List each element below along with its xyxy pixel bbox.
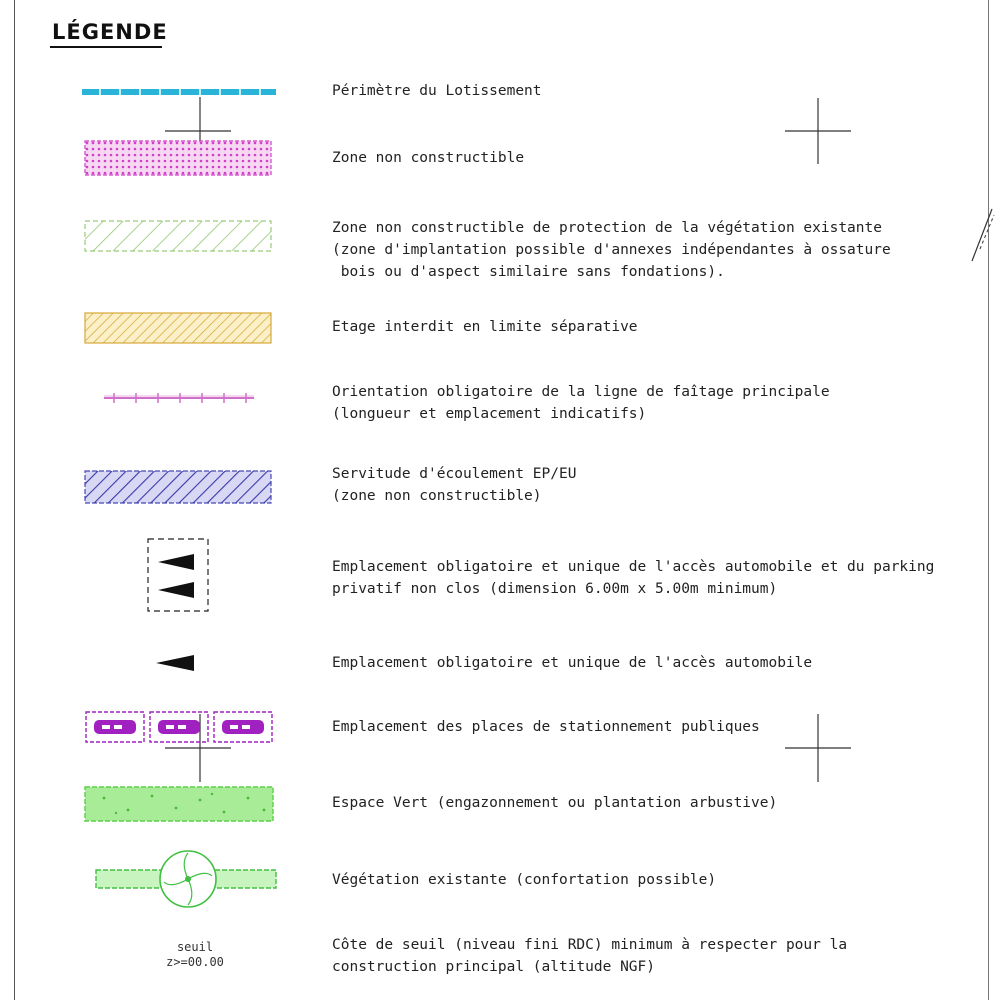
zone-non-constructible-symbol xyxy=(84,140,274,178)
ridge-line-symbol xyxy=(100,388,260,408)
edge-hatch-mark xyxy=(968,205,998,265)
floor-prohibited-zone-symbol xyxy=(84,312,274,346)
legend-label-espace-vert: Espace Vert (engazonnement ou plantation arbustive) xyxy=(332,795,778,811)
frame-left-border xyxy=(14,0,15,1000)
legend-label-perimetre: Périmètre du Lotissement xyxy=(332,83,542,99)
crosshair-mark-2 xyxy=(785,98,855,168)
legend-label-acces-parking: Emplacement obligatoire et unique de l'accès automobile et du parking privatif non clos (dimension 6.00m x 5.00m minimum) xyxy=(332,559,935,597)
legend-title: LÉGENDE xyxy=(52,20,168,44)
existing-vegetation-symbol xyxy=(92,844,284,916)
legend-label-seuil: Côte de seuil (niveau fini RDC) minimum à respecter pour la construction principal (altitude NGF) xyxy=(332,937,848,975)
green-space-symbol xyxy=(84,786,276,824)
legend-label-protection-vegetation: Zone non constructible de protection de la végétation existante (zone d'implantation possible d'annexes indépendantes à ossature bois ou d'aspect similaire sans fondations). xyxy=(332,220,891,280)
legend-label-servitude: Servitude d'écoulement EP/EU (zone non constructible) xyxy=(332,466,577,504)
legend-label-faitage: Orientation obligatoire de la ligne de faîtage principale (longueur et emplacement indicatifs) xyxy=(332,384,830,422)
perimeter-line-symbol xyxy=(80,84,280,100)
access-parking-symbol xyxy=(144,536,214,616)
legend-label-etage-interdit: Etage interdit en limite séparative xyxy=(332,319,638,335)
drainage-easement-symbol xyxy=(84,470,274,506)
public-parking-spaces-symbol xyxy=(84,708,280,748)
threshold-symbol-value: z>=00.00 xyxy=(166,955,224,969)
frame-right-border xyxy=(988,0,989,1000)
legend-label-zone-non-constructible: Zone non constructible xyxy=(332,150,525,166)
legend-title-underline xyxy=(50,46,162,48)
threshold-symbol-word: seuil xyxy=(176,940,214,954)
legend-label-stationnement: Emplacement des places de stationnement publiques xyxy=(332,719,760,735)
access-arrow-symbol xyxy=(152,652,202,674)
vegetation-protection-zone-symbol xyxy=(84,220,274,254)
legend-label-vegetation: Végétation existante (confortation possible) xyxy=(332,872,717,888)
legend-label-acces: Emplacement obligatoire et unique de l'accès automobile xyxy=(332,655,813,671)
crosshair-mark-4 xyxy=(785,714,855,784)
